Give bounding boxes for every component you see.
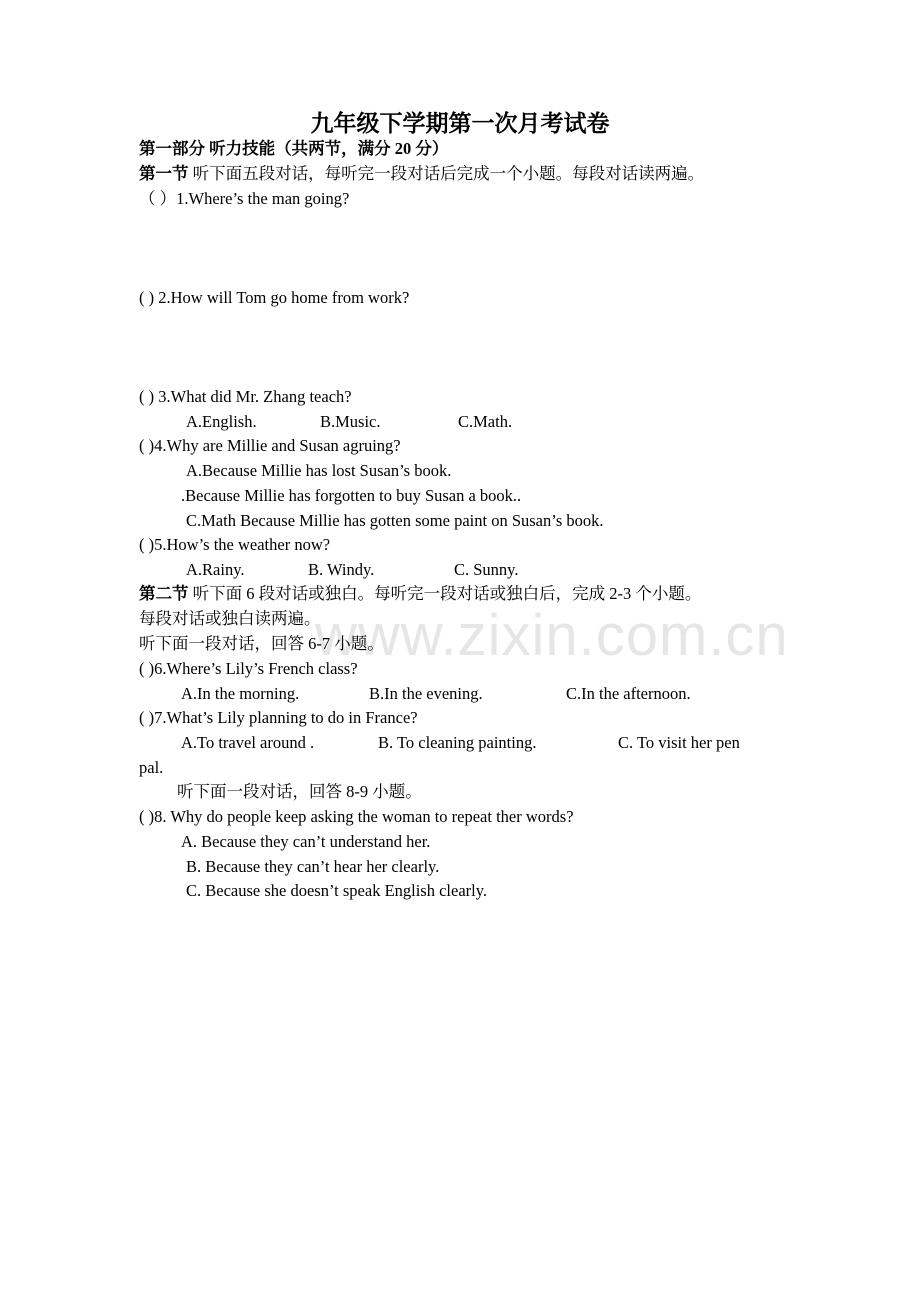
question-7: ( )7.What’s Lily planning to do in France?	[139, 708, 418, 727]
q3-option-c: C.Math.	[458, 412, 513, 431]
question-5: ( )5.How’s the weather now?	[139, 535, 331, 554]
q5-option-c: C. Sunny.	[454, 560, 519, 579]
part1-heading: 第一部分 听力技能（共两节，满分 20 分）	[139, 139, 449, 158]
q7-option-c-cont: pal.	[139, 758, 164, 777]
q8-option-b: B. Because they can’t hear her clearly.	[186, 857, 440, 876]
section1-instruction: 听下面五段对话，每听完一段对话后完成一个小题。每段对话读两遍。	[188, 164, 705, 183]
q8-option-c: C. Because she doesn’t speak English clearly.	[186, 881, 488, 900]
q4-option-a: A.Because Millie has lost Susan’s book.	[186, 461, 452, 480]
page-title: 九年级下学期第一次月考试卷	[310, 111, 610, 136]
section1-label: 第一节	[139, 164, 189, 183]
group-8-9-instruction: 听下面一段对话，回答 8-9 小题。	[177, 782, 422, 801]
q3-option-a: A.English.	[186, 412, 257, 431]
q4-option-c: C.Math Because Millie has gotten some paint on Susan’s book.	[186, 511, 604, 530]
section2-instruction: 听下面 6 段对话或独白。每听完一段对话或独白后，完成 2-3 个小题。	[188, 584, 702, 603]
q6-option-c: C.In the afternoon.	[566, 684, 691, 703]
q7-option-c: C. To visit her pen	[618, 733, 740, 752]
section2-heading	[139, 583, 701, 605]
section2-instruction-cont: 每段对话或独白读两遍。	[139, 609, 321, 628]
q7-option-b: B. To cleaning painting.	[378, 733, 537, 752]
q8-option-a: A. Because they can’t understand her.	[181, 832, 431, 851]
q5-option-a: A.Rainy.	[186, 560, 245, 579]
q3-option-b: B.Music.	[320, 412, 381, 431]
question-3: ( ) 3.What did Mr. Zhang teach?	[139, 387, 352, 406]
q4-option-b: .Because Millie has forgotten to buy Susan a book..	[181, 486, 522, 505]
watermark: www.zixin.com.cn	[315, 603, 789, 668]
q6-option-a: A.In the morning.	[181, 684, 300, 703]
group-6-7-instruction: 听下面一段对话，回答 6-7 小题。	[139, 634, 384, 653]
q7-option-a: A.To travel around .	[181, 733, 315, 752]
question-6: ( )6.Where’s Lily’s French class?	[139, 659, 358, 678]
question-8: ( )8. Why do people keep asking the woman to repeat ther words?	[139, 807, 574, 826]
question-1: （ ）1.Where’s the man going?	[139, 189, 350, 208]
question-2: ( ) 2.How will Tom go home from work?	[139, 288, 410, 307]
q5-option-b: B. Windy.	[308, 560, 375, 579]
section1-heading	[139, 163, 704, 185]
question-4: ( )4.Why are Millie and Susan agruing?	[139, 436, 401, 455]
section2-label: 第二节	[139, 584, 189, 603]
q6-option-b: B.In the evening.	[369, 684, 483, 703]
